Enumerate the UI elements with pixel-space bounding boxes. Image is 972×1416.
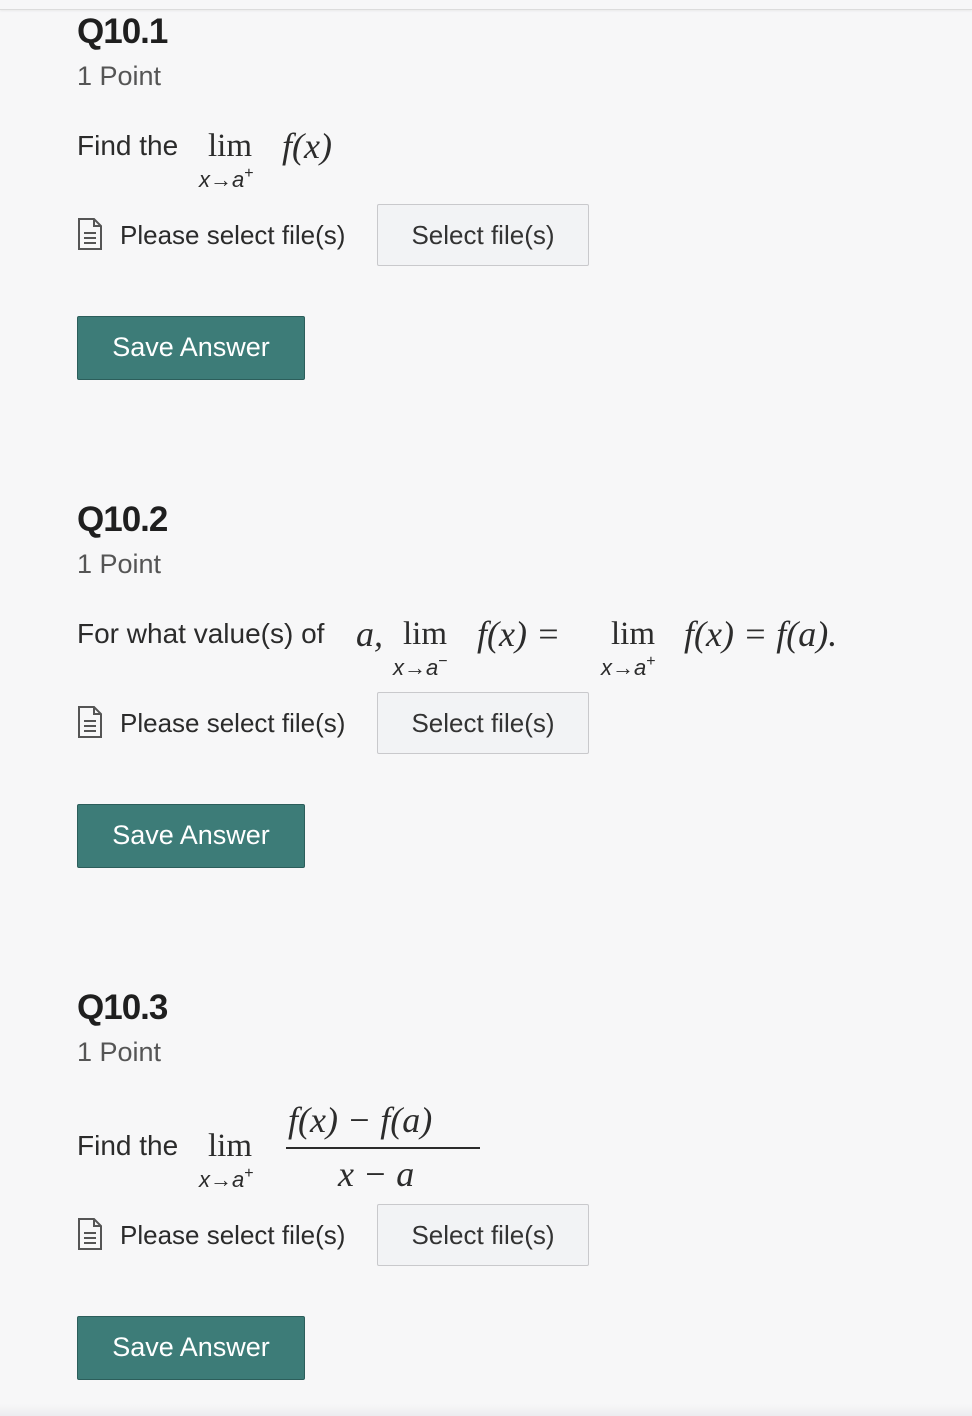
save-answer-button[interactable]: Save Answer	[77, 1316, 305, 1380]
document-icon	[77, 1218, 103, 1250]
question-10-3	[77, 988, 957, 1388]
difference-quotient	[286, 1096, 480, 1192]
question-points: 1 Point	[77, 61, 162, 91]
document-icon	[77, 706, 103, 738]
lim-text: lim	[208, 1128, 253, 1164]
limit-subscript: x→a+	[199, 1165, 254, 1192]
right-limit-subscript: x→a+	[601, 653, 656, 680]
lim-text: lim	[403, 616, 448, 652]
limit-expression: f(x)	[282, 126, 332, 166]
save-answer-button[interactable]: Save Answer	[77, 316, 305, 380]
prompt-text: Find the	[77, 1130, 179, 1161]
question-points: 1 Point	[77, 549, 162, 579]
select-files-button[interactable]: Select file(s)	[377, 692, 589, 754]
question-10-1	[77, 12, 957, 392]
file-upload-row	[77, 1204, 677, 1268]
file-status-label: Please select file(s)	[120, 220, 346, 250]
lim-text: lim	[208, 128, 253, 164]
fraction-bar	[286, 1147, 480, 1149]
prompt-text: For what value(s) of	[77, 618, 325, 649]
question-title: Q10.3	[77, 988, 168, 1027]
save-answer-button[interactable]: Save Answer	[77, 804, 305, 868]
select-files-button[interactable]: Select file(s)	[377, 204, 589, 266]
document-icon	[77, 218, 103, 250]
question-points: 1 Point	[77, 1037, 162, 1067]
bottom-edge	[0, 1404, 972, 1416]
right-limit-expression: f(x) = f(a).	[684, 614, 838, 654]
limit-subscript: x→a+	[199, 165, 254, 192]
select-files-button[interactable]: Select file(s)	[377, 1204, 589, 1266]
file-status-label: Please select file(s)	[120, 1220, 346, 1250]
left-limit-expression: f(x) =	[477, 614, 561, 654]
file-status-label: Please select file(s)	[120, 708, 346, 738]
question-title: Q10.1	[77, 12, 168, 51]
prompt-text: Find the	[77, 130, 179, 161]
lim-text: lim	[611, 616, 656, 652]
fraction-denominator: x − a	[338, 1154, 415, 1194]
question-10-2	[77, 500, 957, 880]
variable-a: a,	[356, 614, 383, 654]
file-upload-row	[77, 692, 677, 756]
top-bar	[0, 0, 972, 10]
file-upload-row	[77, 204, 677, 268]
fraction-numerator: f(x) − f(a)	[288, 1100, 433, 1140]
left-limit-subscript: x→a−	[393, 653, 448, 680]
question-title: Q10.2	[77, 500, 168, 539]
